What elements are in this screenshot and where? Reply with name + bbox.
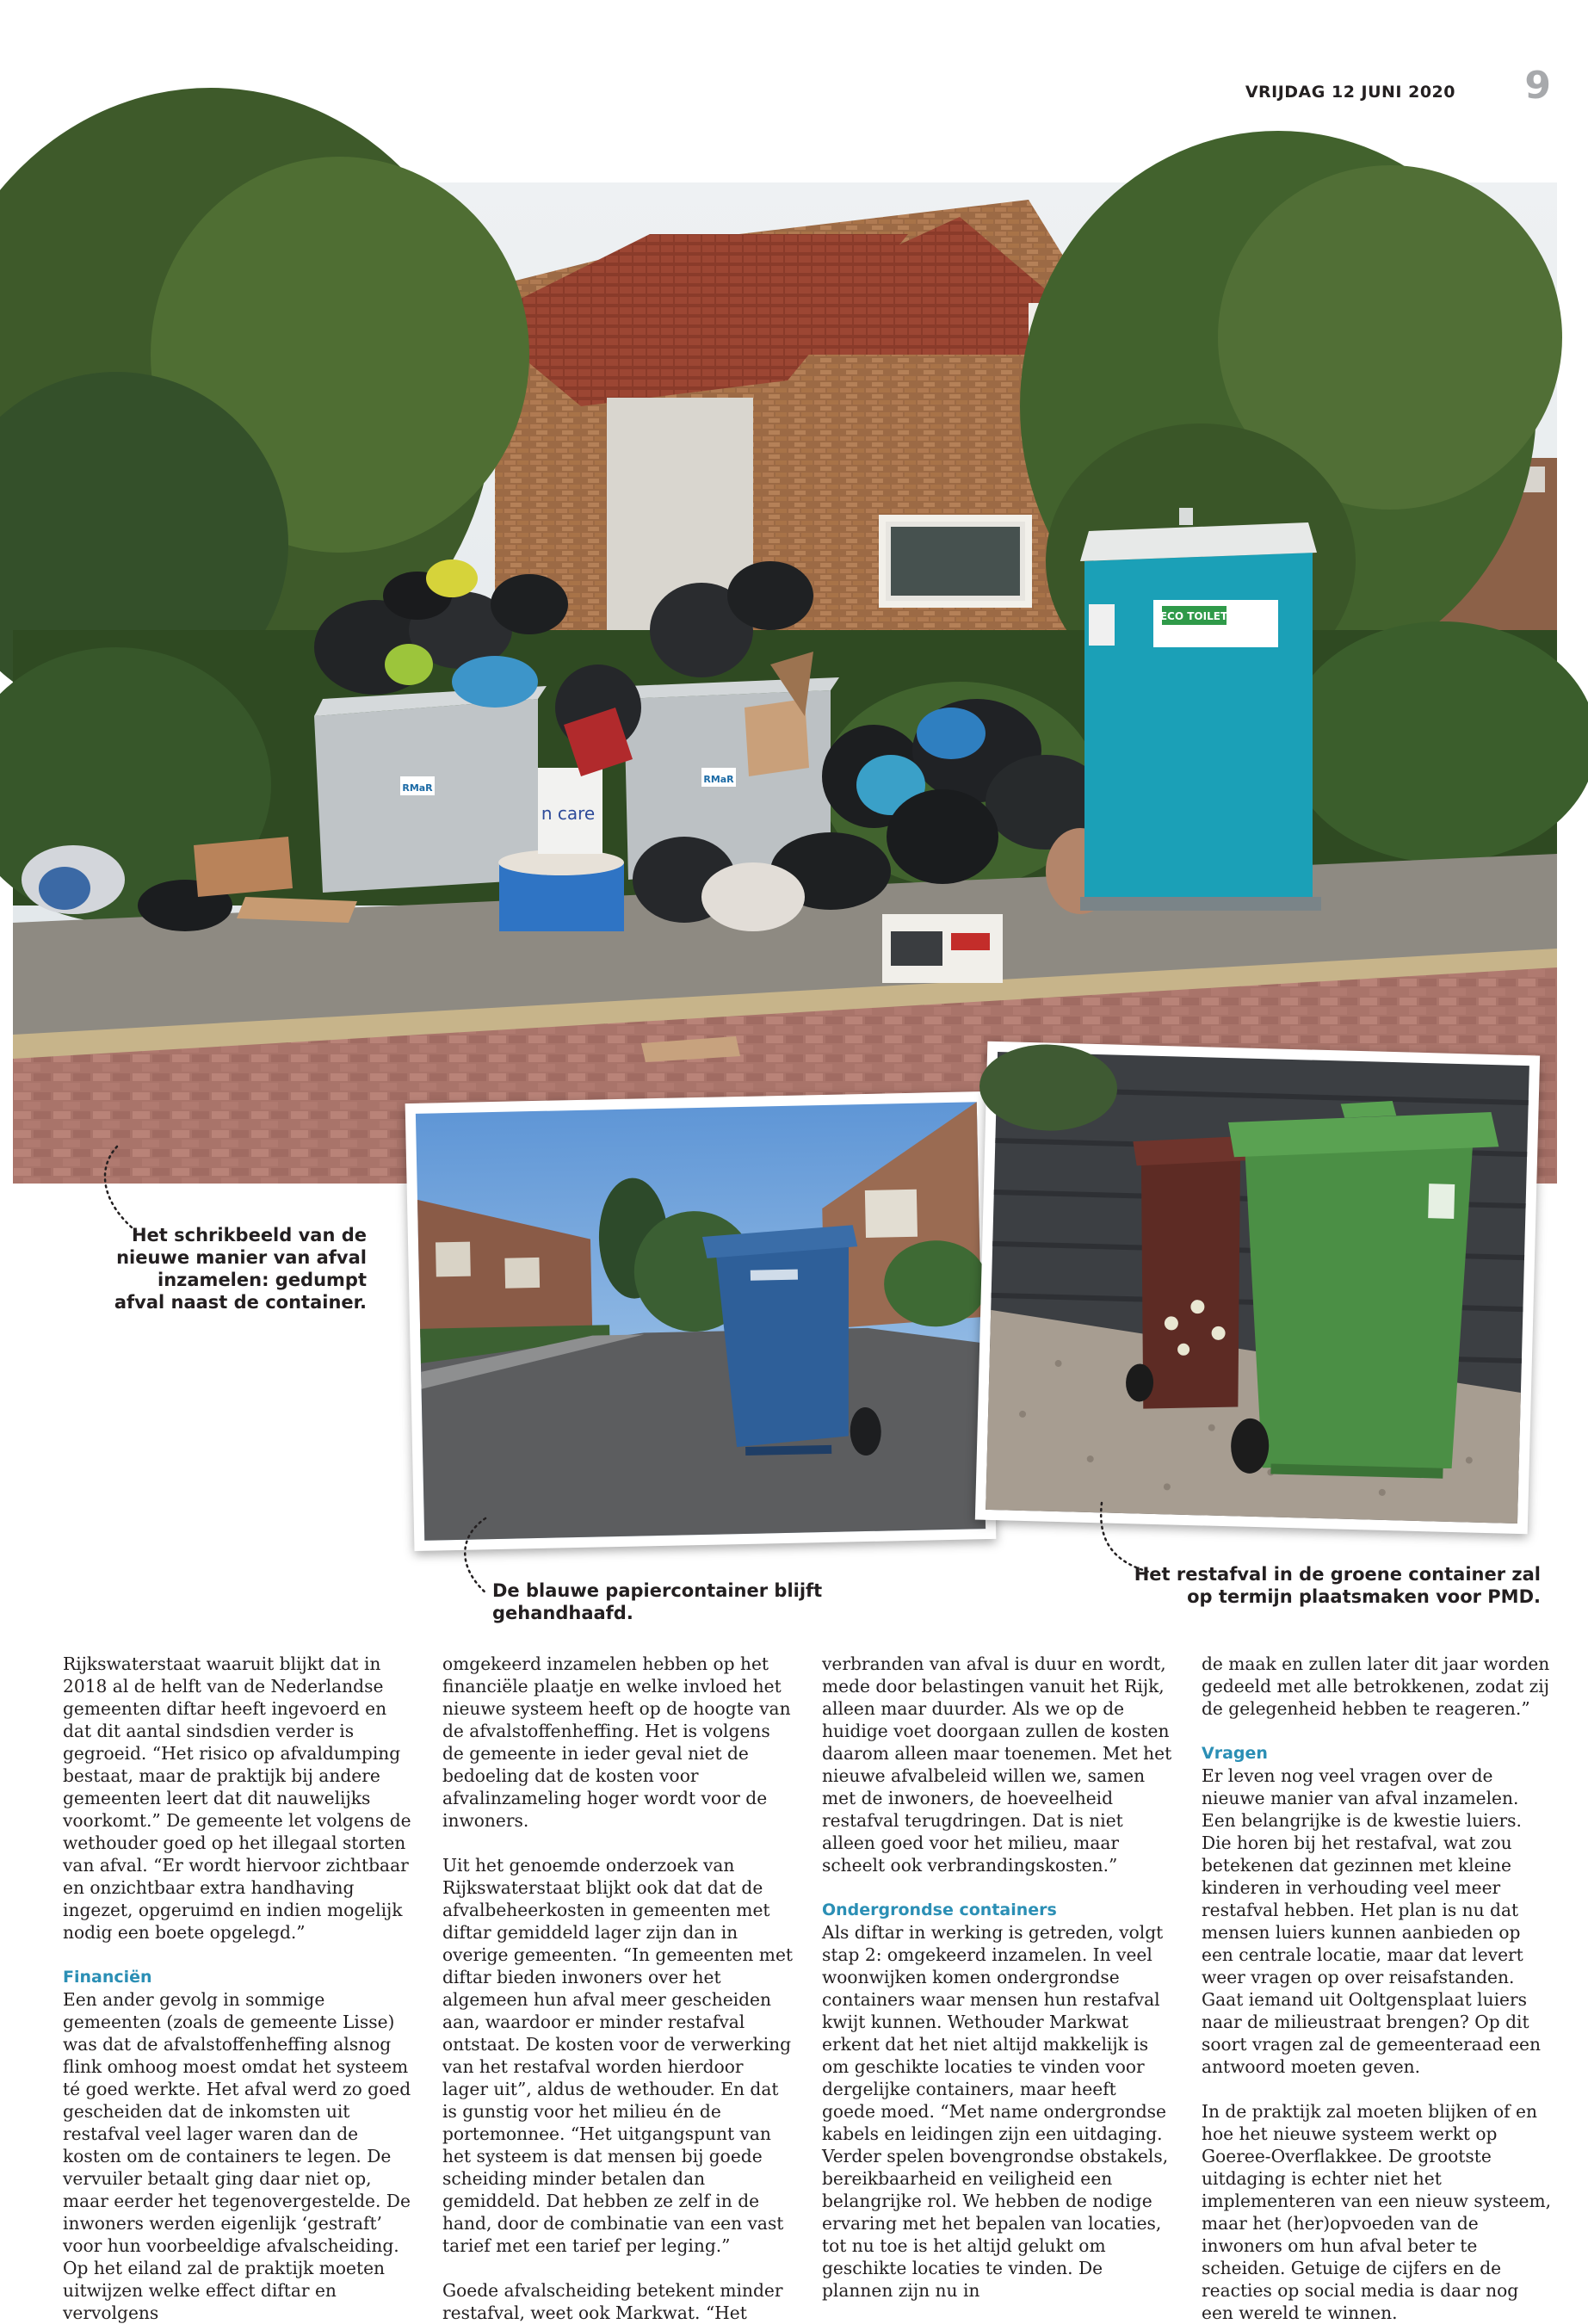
article-column-4 <box>1202 1653 1553 2324</box>
photo-blue-paper-container <box>405 1091 997 1551</box>
article-column-1 <box>63 1653 414 2324</box>
article-column-3 <box>822 1653 1173 2302</box>
subheading-vragen: Vragen <box>1202 1744 1268 1763</box>
caption-leader-blue <box>454 1515 497 1601</box>
paragraph: Uit het genoemde onderzoek van Rijkswaterstaat blijkt ook dat dat de afvalbeheerkosten in gemeenten met diftar gemiddeld lager zijn dan in overige gemeenten. “In gemeenten met diftar bieden inwoners over het algemeen hun afval meer gescheiden aan, waardoor er minder restafval ontstaat. De kosten voor de verwerking van het restafval worden hierdoor lager uit”, aldus de wethouder. En dat is gunstig voor het milieu én de portemonnee. “Het uitgangspunt van het systeem is dat mensen bij goede scheiding minder betalen dan gemiddeld. Dat hebben ze zelf in de hand, door de combinatie van een vast tarief met een tarief per leging.” <box>442 1855 794 2256</box>
paragraph: omgekeerd inzamelen hebben op het financiële plaatje en welke invloed het nieuwe systeem heeft op de hoogte van de afvalstoffenheffing. Het is volgens de gemeente in ieder geval niet de bedoeling dat de kosten voor afvalinzameling hoger wordt voor de inwoners. <box>442 1653 791 1831</box>
toilet-label: ECO TOILET <box>1159 610 1228 622</box>
container-brand-middle: RMaR <box>703 774 734 785</box>
paragraph-text: Op het eiland zal de praktijk moeten uitwijzen welke effect diftar en vervolgens <box>63 2258 386 2323</box>
page-date: VRIJDAG 12 JUNI 2020 <box>1245 83 1455 102</box>
paragraph <box>1202 1742 1553 2078</box>
caption-main-photo: Het schrikbeeld van de nieuwe manier van afval inzamelen: gedumpt afval naast de container. <box>114 1225 367 1313</box>
subheading-financien: Financiën <box>63 1968 152 1987</box>
paragraph-text: Er leven nog veel vragen over de nieuwe manier van afval inzamelen. Een belangrijke is de kwestie luiers. Die horen bij het restafval, wat zou betekenen dat gezinnen met kleine kinderen in verhouding veel meer restafval hebben. Het plan is nu dat mensen luiers kunnen aanbieden op een centrale locatie, maar dat levert weer vragen op over reisafstanden. Gaat iemand uit Ooltgensplaat luiers naar de milieustraat brengen? Op dit soort vragen zal de gemeenteraad een antwoord moeten geven. <box>1202 1765 1541 2077</box>
paragraph <box>822 1899 1173 2302</box>
paragraph: de maak en zullen later dit jaar worden gedeeld met alle betrokkenen, zodat zij de gelegenheid hebben te reageren.” <box>1202 1653 1550 1719</box>
caption-green-container: Het restafval in de groene container zal op termijn plaatsmaken voor PMD. <box>1134 1564 1541 1607</box>
paragraph: Goede afvalscheiding betekent minder restafval, weet ook Markwat. “Het <box>442 2280 783 2323</box>
paragraph: Rijkswaterstaat waaruit blijkt dat in 2018 al de helft van de Nederlandse gemeenten diftar heeft ingevoerd en dat dit aantal sindsdien verder is gegroeid. “Het risico op afvaldumping bestaat, maar de praktijk bij andere gemeenten leert dat dit nauwelijks voorkomt.” De gemeente let volgens de wethouder goed op het illegaal storten van afval. “Er wordt hiervoor zichtbaar en onzichtbaar extra handhaving ingezet, opgeruimd en indien mogelijk nodig een boete opgelegd.” <box>63 1653 411 1943</box>
paragraph-text: Een ander gevolg in sommige gemeenten (zoals de gemeente Lisse) was dat de afvalstoffenheffing alsnog flink omhoog moest omdat het systeem té goed werkte. Het afval werd zo goed gescheiden dat de inkomsten uit restafval veel lager waren dan de kosten om de containers te legen. De vervuiler betaalt ging daar niet op, maar eerder het tegenovergestelde. De inwoners werden eigenlijk ‘gestraft’ voor hun voorbeeldige afvalscheiding. <box>63 1989 411 2256</box>
container-brand-left: RMaR <box>402 782 433 794</box>
box-label: n care <box>541 803 596 824</box>
main-photo-dumped-waste <box>13 182 1557 1184</box>
article-column-2 <box>442 1653 794 2324</box>
page-number: 9 <box>1524 64 1551 108</box>
photo-green-container <box>975 1041 1540 1535</box>
paragraph <box>63 1966 414 2324</box>
paragraph: In de praktijk zal moeten blijken of en hoe het nieuwe systeem werkt op Goeree-Overflakkee. De grootste uitdaging is echter niet het implementeren van een nieuw systeem, maar het (her)opvoeden van de inwoners om hun afval beter te scheiden. Getuige de cijfers en de reacties op social media is daar nog een wereld te winnen. <box>1202 2101 1552 2323</box>
subheading-ondergrondse-containers: Ondergrondse containers <box>822 1901 1057 1919</box>
caption-blue-container: De blauwe papiercontainer blijft gehandhaafd. <box>492 1580 823 1623</box>
paragraph-text: Als diftar in werking is getreden, volgt stap 2: omgekeerd inzamelen. In veel woonwijken komen ondergrondse containers waar mensen hun restafval kwijt kunnen. Wethouder Markwat erkent dat het niet altijd makkelijk is om geschikte locaties te vinden voor dergelijke containers, maar heeft goede moed. “Met name ondergrondse kabels en leidingen zijn een uitdaging. Verder spelen bovengrondse obstakels, bereikbaarheid en veiligheid een belangrijke rol. We hebben de nodige ervaring met het bepalen van locaties, tot nu toe is het altijd gelukt om geschikte locaties te vinden. De plannen zijn nu in <box>822 1922 1169 2301</box>
paragraph: verbranden van afval is duur en wordt, mede door belastingen vanuit het Rijk, alleen maar duurder. Als we op de huidige voet doorgaan zullen de kosten daarom alleen maar toenemen. Met het nieuwe afvalbeleid willen we, samen met de inwoners, de hoeveelheid restafval terugdringen. Dat is niet alleen goed voor het milieu, maar scheelt ook verbrandingskosten.” <box>822 1653 1172 1876</box>
